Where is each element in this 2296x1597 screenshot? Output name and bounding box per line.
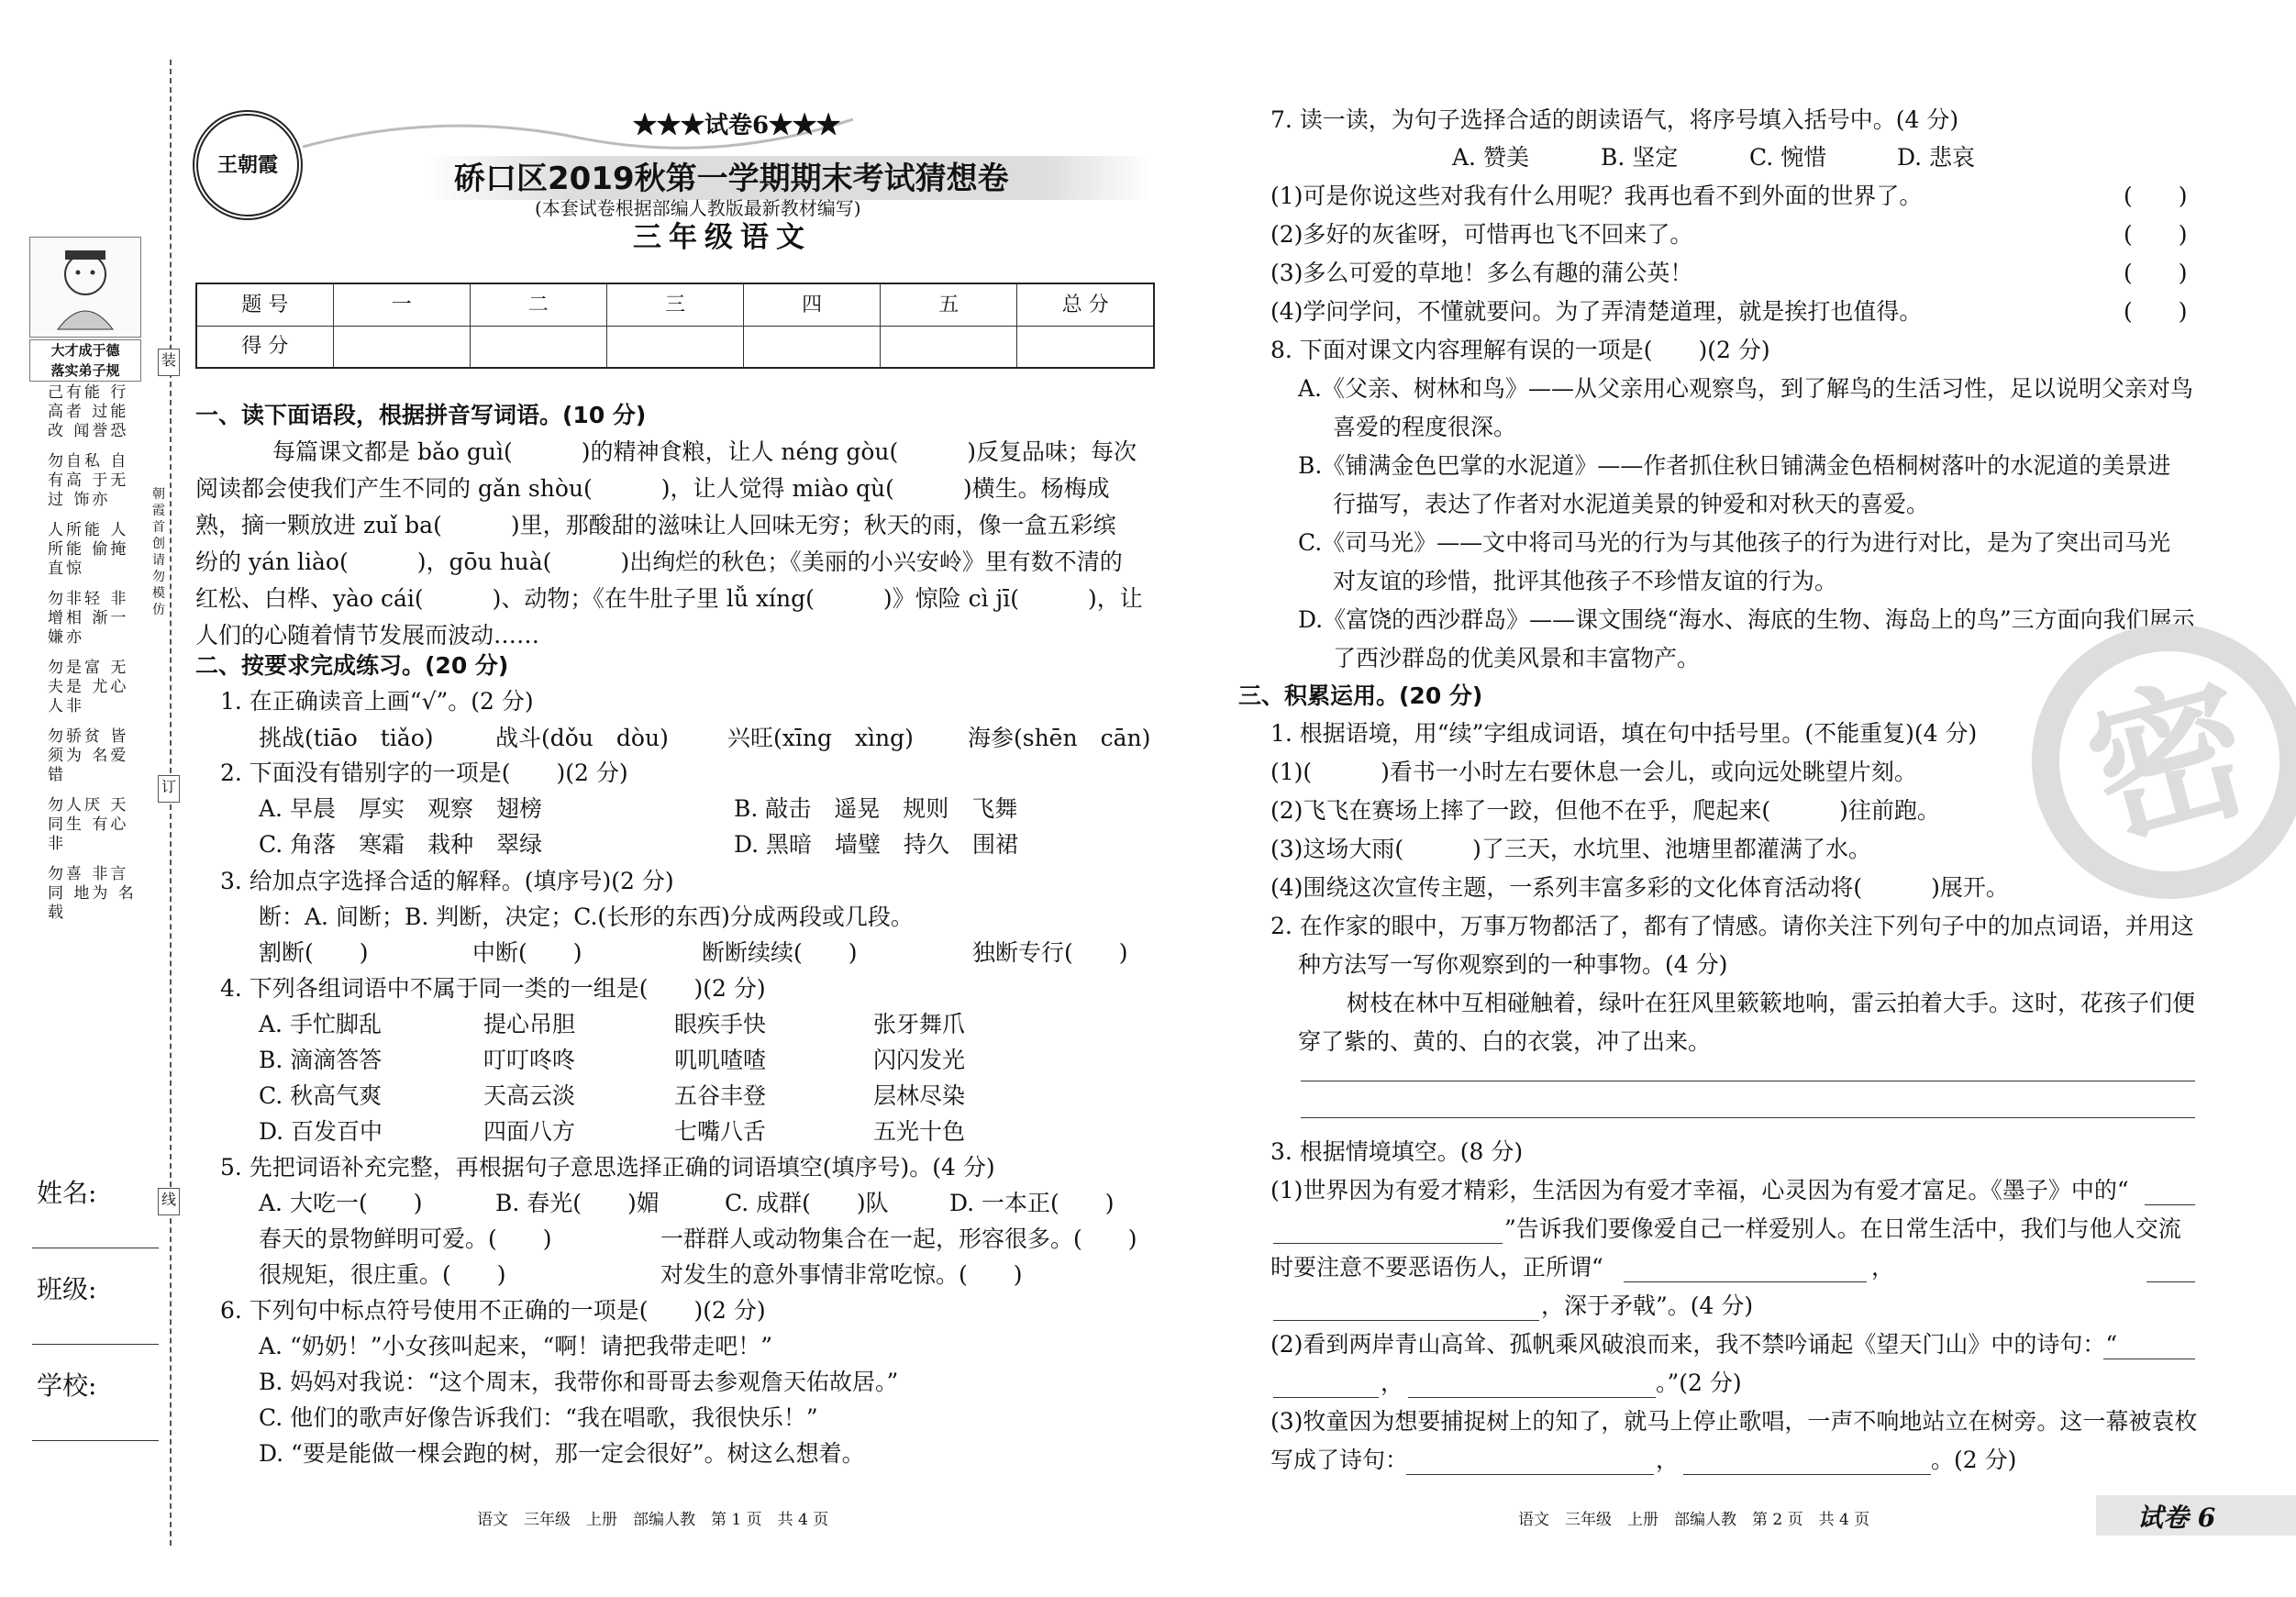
name-label: 姓名: (37, 1178, 97, 1208)
q7-answer[interactable]: ( ) (2124, 221, 2188, 248)
punct: ， (1871, 1254, 1895, 1281)
q7-item: (2)多好的灰雀呀，可惜再也飞不回来了。 (1270, 221, 1693, 248)
q8-line: 喜爱的程度很深。 (1333, 414, 1517, 440)
q8-line[interactable]: B.《铺满金色巴掌的水泥道》——作者抓住秋日铺满金色梧桐树落叶的水泥道的美景进 (1298, 452, 2171, 479)
answer-line[interactable] (1301, 1117, 2195, 1118)
binding-mark-2: 订 (158, 775, 180, 803)
q2-prompt: 2. 下面没有错别字的一项是( )(2 分) (220, 760, 628, 786)
r3-prompt: 3. 根据情境填空。(8 分) (1270, 1138, 1524, 1165)
s1-line: 纷的 yán liào( )，gōu huà( )出绚烂的秋色；《美丽的小兴安岭》里有数不清的 (195, 549, 1123, 575)
q4-cell: 五谷丰登 (674, 1082, 767, 1109)
q7-item: (4)学问学问，不懂就要问。为了弄清楚道理，就是挨打也值得。 (1270, 298, 1923, 325)
q8-prompt: 8. 下面对课文内容理解有误的一项是( )(2 分) (1270, 337, 1770, 363)
q8-line[interactable]: C.《司马光》——文中将司马光的行为与其他孩子的行为进行对比，是为了突出司马光 (1298, 529, 2171, 556)
grade-title: 三年级语文 (633, 221, 812, 254)
q5-line[interactable]: 很规矩，很庄重。( ) (259, 1261, 506, 1288)
r1-item[interactable]: (2)飞飞在赛场上摔了一跤，但他不在乎，爬起来( )往前跑。 (1270, 797, 1940, 824)
s1-line: 人们的心随着情节发展而波动…… (195, 622, 540, 649)
q4-cell[interactable]: D. 百发百中 (259, 1118, 383, 1145)
table-header: 一 (333, 283, 470, 326)
table-header: 四 (744, 283, 881, 326)
blank[interactable] (1624, 1281, 1867, 1282)
q3-item[interactable]: 独断专行( ) (972, 939, 1128, 966)
school-label: 学校: (37, 1370, 97, 1401)
blank[interactable] (1683, 1474, 1931, 1475)
sidebar-verses: 己有能 行高者 过能改 闻誉恐 勿自私 自有高 于无过 饰亦 人所能 人所能 偷掩 直惊 勿非轻 非增相 渐一 嫌亦 勿是富 无夫是 尤心 人非 勿骄贫 皆须为 名爱错 勿人厌 天同生 有心非 勿喜 非言同 地为 名载 (48, 383, 137, 922)
paper-number-top: ★★★试卷6★★★ (633, 112, 841, 139)
footer-left: 语文 三年级 上册 部编人教 第 1 页 共 4 页 (477, 1511, 829, 1529)
q1-item[interactable]: 战斗(dǒu dòu) (495, 725, 669, 751)
q1-item[interactable]: 兴旺(xīng xìng) (727, 725, 914, 751)
binding-mark-1: 装 (158, 349, 180, 376)
sidebar-motto: 大才成于德 落实弟子规 (29, 339, 141, 382)
q6-prompt: 6. 下列句中标点符号使用不正确的一项是( )(2 分) (220, 1297, 766, 1324)
r3-line: 写成了诗句： (1270, 1447, 1409, 1473)
blank[interactable] (2146, 1281, 2195, 1282)
q1-item[interactable]: 挑战(tiāo tiǎo) (259, 725, 434, 751)
punct: ， (1381, 1370, 1404, 1396)
q5-option[interactable]: A. 大吃一( ) (259, 1190, 423, 1216)
q7-item: (1)可是你说这些对我有什么用呢？我再也看不到外面的世界了。 (1270, 183, 1923, 209)
q5-option[interactable]: B. 春光( )媚 (495, 1190, 660, 1216)
section-1-title: 一、读下面语段，根据拼音写词语。(10 分) (195, 402, 647, 428)
q4-prompt: 4. 下列各组词语中不属于同一类的一组是( )(2 分) (220, 975, 766, 1002)
page-title: 硚口区2019秋第一学期期末考试猜想卷 (454, 161, 1009, 197)
blank[interactable] (1273, 1397, 1379, 1398)
blank[interactable] (1273, 1320, 1539, 1321)
r3-line: (3)牧童因为想要捕捉树上的知了，就马上停止歌唱，一声不响地站立在树旁。这一幕被袁枚 (1270, 1408, 2198, 1435)
r2-passage: 树枝在林中互相碰触着，绿叶在狂风里簌簌地响，雷云拍着大手。这时，花孩子们便 (1347, 990, 2196, 1016)
q4-cell: 五光十色 (873, 1118, 966, 1145)
q2-option[interactable]: C. 角落 寒霜 栽种 翠绿 (259, 831, 543, 858)
r3-line: 时要注意不要恶语伤人，正所谓“ (1270, 1254, 1603, 1281)
q8-line[interactable]: D.《富饶的西沙群岛》——课文围绕“海水、海底的生物、海岛上的鸟”三方面向我们展示 (1298, 606, 2195, 633)
r3-line: 。”(2 分) (1656, 1370, 1742, 1396)
r1-item[interactable]: (1)( )看书一小时左右要休息一会儿，或向远处眺望片刻。 (1270, 759, 1917, 785)
q3-item[interactable]: 断断续续( ) (702, 939, 858, 966)
q4-cell: 叮叮咚咚 (483, 1047, 576, 1073)
q7-answer[interactable]: ( ) (2124, 260, 2188, 286)
q8-line: 了西沙群岛的优美风景和丰富物产。 (1333, 645, 1701, 671)
r2-passage: 穿了紫的、黄的、白的衣裳，冲了出来。 (1298, 1028, 1712, 1055)
q4-cell: 七嘴八舌 (674, 1118, 767, 1145)
q7-answer[interactable]: ( ) (2124, 298, 2188, 325)
q4-cell: 四面八方 (483, 1118, 576, 1145)
section-2-title: 二、按要求完成练习。(20 分) (195, 652, 509, 679)
q7-item: (3)多么可爱的草地！多么有趣的蒲公英！ (1270, 260, 1693, 286)
table-header: 总 分 (1017, 283, 1154, 326)
q7-option[interactable]: B. 坚定 (1601, 144, 1679, 171)
q5-prompt: 5. 先把词语补充完整，再根据句子意思选择正确的词语填空(填序号)。(4 分) (220, 1154, 995, 1181)
blank[interactable] (2145, 1204, 2195, 1205)
s1-line: 红松、白桦、yào cái( )、动物；《在牛肚子里 lǚ xíng( )》惊险 cì jī( )，让 (195, 585, 1143, 612)
q3-definition: 断：A. 间断；B. 判断，决定；C.(长形的东西)分成两段或几段。 (259, 904, 914, 930)
q3-item[interactable]: 割断( ) (259, 939, 369, 966)
q8-line[interactable]: A.《父亲、树林和鸟》——从父亲用心观察鸟，到了解鸟的生活习性，足以说明父亲对鸟 (1298, 375, 2194, 402)
score-cell[interactable] (606, 326, 743, 368)
q2-option[interactable]: A. 早晨 厚实 观察 翅榜 (259, 795, 542, 822)
binding-mark-3: 线 (158, 1188, 180, 1215)
blank[interactable] (1408, 1397, 1656, 1398)
q5-line[interactable]: 春天的景物鲜明可爱。( ) (259, 1225, 552, 1252)
subtitle: (本套试卷根据部编人教版最新教材编写) (535, 197, 861, 219)
school-field[interactable] (32, 1440, 159, 1441)
q7-option[interactable]: D. 悲哀 (1897, 144, 1976, 171)
row-label: 得 分 (196, 326, 333, 368)
section-3-title: 三、积累运用。(20 分) (1238, 682, 1483, 709)
q4-cell[interactable]: B. 滴滴答答 (259, 1047, 383, 1073)
r3-line: (2)看到两岸青山高耸、孤帆乘风破浪而来，我不禁吟诵起《望天门山》中的诗句：“ (1270, 1331, 2118, 1358)
q5-line[interactable]: 一群群人或动物集合在一起，形容很多。( ) (660, 1225, 1137, 1252)
s1-line: 阅读都会使我们产生不同的 gǎn shòu( )，让人觉得 miào qù( )横生。杨梅成 (195, 475, 1110, 502)
blank[interactable] (1406, 1474, 1654, 1475)
table-header: 三 (606, 283, 743, 326)
brand-logo: 王朝霞 (193, 110, 303, 220)
q4-cell: 闪闪发光 (873, 1047, 966, 1073)
punct: ， (1656, 1447, 1680, 1473)
q5-line[interactable]: 对发生的意外事情非常吃惊。( ) (660, 1261, 1023, 1288)
r2-prompt: 种方法写一写你观察到的一种事物。(4 分) (1298, 951, 1728, 978)
r3-line: ”告诉我们要像爱自己一样爱别人。在日常生活中，我们与他人交流 (1504, 1215, 2181, 1242)
q6-option[interactable]: A. “奶奶！”小女孩叫起来，“啊！请把我带走吧！” (259, 1333, 773, 1359)
binding-line (170, 60, 172, 1546)
r2-prompt: 2. 在作家的眼中，万事万物都活了，都有了情感。请你关注下列句子中的加点词语，并用这 (1270, 913, 2194, 939)
q8-line: 行描写，表达了作者对水泥道美景的钟爱和对秋天的喜爱。 (1333, 491, 1930, 517)
q3-item[interactable]: 中断( ) (472, 939, 582, 966)
score-cell[interactable] (744, 326, 881, 368)
q4-cell[interactable]: A. 手忙脚乱 (259, 1011, 382, 1037)
r3-line: (1)世界因为有爱才精彩，生活因为有爱才幸福，心灵因为有爱才富足。《墨子》中的“ (1270, 1177, 2129, 1203)
q4-cell: 叽叽喳喳 (674, 1047, 767, 1073)
q4-cell: 天高云淡 (483, 1082, 576, 1109)
r1-item[interactable]: (3)这场大雨( )了三天，水坑里、池塘里都灌满了水。 (1270, 836, 1871, 862)
score-cell[interactable] (881, 326, 1017, 368)
class-field[interactable] (32, 1344, 159, 1345)
r1-item[interactable]: (4)围绕这次宣传主题，一系列丰富多彩的文化体育活动将( )展开。 (1270, 874, 2009, 901)
copyright-vertical: 朝霞首创 请勿模仿 (152, 487, 165, 617)
footer-right: 语文 三年级 上册 部编人教 第 2 页 共 4 页 (1518, 1511, 1870, 1529)
score-cell[interactable] (333, 326, 470, 368)
q6-option[interactable]: D. “要是能做一棵会跑的树，那一定会很好”。树这么想着。 (259, 1440, 865, 1467)
q4-cell[interactable]: C. 秋高气爽 (259, 1082, 383, 1109)
q2-option[interactable]: B. 敲击 遥晃 规则 飞舞 (734, 795, 1018, 822)
s1-line: 熟，摘一颗放进 zuǐ ba( )里，那酸甜的滋味让人回味无穷；秋天的雨，像一盒五彩缤 (195, 512, 1116, 538)
score-cell[interactable] (1017, 326, 1154, 368)
s1-line: 每篇课文都是 bǎo guì( )的精神食粮，让人 néng gòu( )反复品味；每次 (272, 438, 1137, 465)
table-header: 二 (470, 283, 606, 326)
q1-item[interactable]: 海参(shēn cān) (968, 725, 1151, 751)
table-header: 五 (881, 283, 1017, 326)
q6-option[interactable]: B. 妈妈对我说：“这个周末，我带你和哥哥去参观詹天佑故居。” (259, 1369, 899, 1395)
q2-option[interactable]: D. 黑暗 墙璧 持久 围裙 (734, 831, 1019, 858)
q1-prompt: 1. 在正确读音上画“√”。(2 分) (220, 688, 534, 715)
table-header: 题 号 (196, 283, 333, 326)
score-cell[interactable] (470, 326, 606, 368)
q4-cell: 提心吊胆 (483, 1011, 576, 1037)
q6-option[interactable]: C. 他们的歌声好像告诉我们：“我在唱歌，我很快乐！” (259, 1404, 818, 1431)
q4-cell: 张牙舞爪 (873, 1011, 966, 1037)
q3-prompt: 3. 给加点字选择合适的解释。(填序号)(2 分) (220, 868, 674, 894)
class-label: 班级: (37, 1274, 97, 1304)
blank[interactable] (1273, 1243, 1503, 1244)
score-table (195, 283, 1155, 369)
r3-line: ，深于矛戟”。(4 分) (1541, 1292, 1754, 1319)
confidential-stamp: 密 (2001, 593, 2296, 929)
q4-cell: 眼疾手快 (674, 1011, 767, 1037)
r3-line: 。(2 分) (1931, 1447, 2017, 1473)
sidebar-mascot (29, 237, 141, 338)
q5-option[interactable]: D. 一本正( ) (949, 1190, 1115, 1216)
q8-line: 对友谊的珍惜，批评其他孩子不珍惜友谊的行为。 (1333, 568, 1838, 594)
q7-option[interactable]: C. 惋惜 (1749, 144, 1827, 171)
q7-answer[interactable]: ( ) (2124, 183, 2188, 209)
q7-prompt: 7. 读一读，为句子选择合适的朗读语气，将序号填入括号中。(4 分) (1270, 106, 1959, 133)
q7-option[interactable]: A. 赞美 (1452, 144, 1529, 171)
paper-number: 试卷 6 (2137, 1503, 2216, 1533)
r1-prompt: 1. 根据语境，用“续”字组成词语，填在句中括号里。(不能重复)(4 分) (1270, 720, 1978, 747)
q4-cell: 层林尽染 (873, 1082, 966, 1109)
q5-option[interactable]: C. 成群( )队 (725, 1190, 889, 1216)
